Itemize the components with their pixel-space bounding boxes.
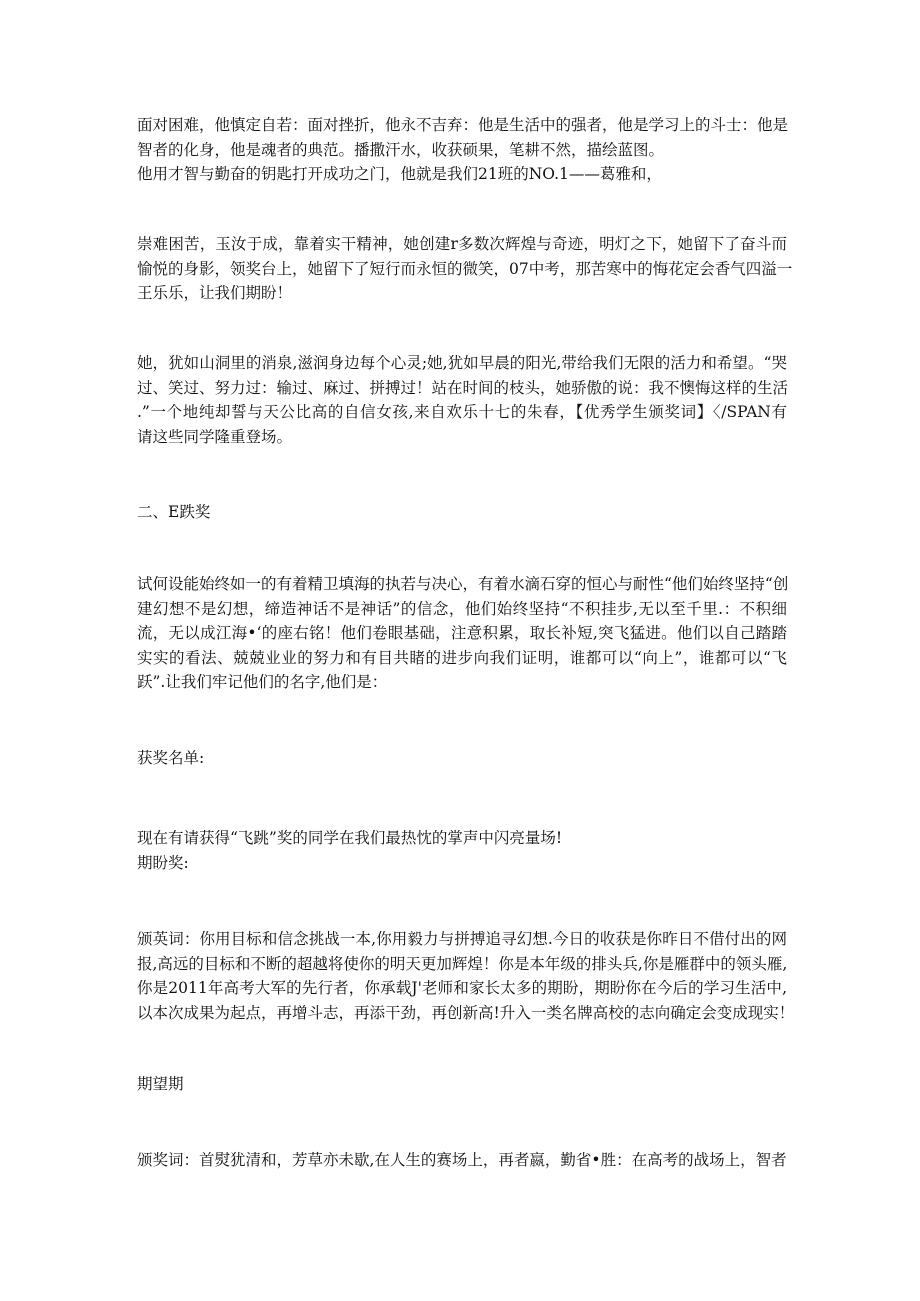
winner-list-label (137, 746, 787, 771)
expectation-award-label (137, 1072, 787, 1097)
text-line: 颁奖词：首熨犹清和，芳草亦未歇,在人生的赛场上，再者嬴，勤省•胜：在高考的战场上，智者 (137, 1151, 787, 1169)
paragraph-ge-yahe (137, 113, 787, 187)
text-line: 请这些同学隆重登场。 (137, 427, 293, 446)
text-line: 现在有请获得“飞跳”奖的同学在我们最热忱的掌声中闪亮量场! (137, 829, 563, 847)
text-line: 他用才智与勤奋的钥匙打开成功之门，他就是我们21班的NO.1——葛雅和， (137, 165, 662, 183)
paragraph-award-speech (137, 927, 795, 1025)
text-line: 建幻想不是幻想，缔造神话不是神话”的信念，他们始终坚持“不积挂步,无以至千里.：不积细 (137, 599, 787, 618)
paragraph-award-speech-2 (137, 1148, 787, 1173)
text-line: 你是2011年高考大军的先行者，你承载J'老师和家长太多的期盼，期盼你在今后的学习生活中, (137, 979, 787, 997)
text-line: 试何设能始终如一的有着精卫填海的执若与决心，有着水滴石穿的恒心与耐性“他们始终坚持“创 (137, 575, 789, 593)
text-line: 期望期 (137, 1075, 184, 1093)
text-line: 实实的看法、兢兢业业的努力和有目共睹的进步向我们证明，谁都可以“向上”，谁都可以“飞 (137, 648, 787, 667)
text-line: 流，无以成江海•‘的座右铭！他们卷眼基础，注意积累，取长补短,突飞猛进。他们以自己踏踏 (137, 624, 787, 642)
section-heading (137, 500, 787, 525)
text-line: 期盼奖: (137, 853, 189, 872)
text-line: 她，犹如山洞里的消泉,滋润身边每个心灵;她,犹如早晨的阳光,带给我们无限的活力和希望。“哭 (137, 354, 787, 372)
text-line: .”一个地纯却誓与天公比高的自信女孩,来自欢乐十七的朱春，【优秀学生颁奖词】〈/SPAN有 (137, 403, 787, 421)
text-line: 愉悦的身影，领奖台上，她留下了短行而永恒的微笑，07中考，那苦寒中的悔花定会香气四溢一 (137, 259, 793, 278)
text-line: 跃”.让我们牢记他们的名字,他们是： (137, 673, 388, 691)
paragraph-award-invitation (137, 826, 787, 875)
text-line: 智者的化身，他是魂者的典范。播撒汗水，收获硕果，笔耕不然，描绘蓝图。 (137, 140, 665, 159)
text-line: 二、E跌奖 (137, 503, 211, 521)
text-line: 崇难困苦，玉汝于成，靠着实干精神，她创建r多数次辉煌与奇迹，明灯之下，她留下了奋斗而 (137, 235, 787, 253)
text-line: 颁英词：你用目标和信念挑战一本,你用毅力与拼搏追寻幻想.今日的收获是你昨日不借付出的网 (137, 930, 787, 948)
text-line: 以本次成果为起点，再增斗志，再添干劲，再创新高!升入一类名牌高校的志向确定会变成现实！ (137, 1003, 795, 1022)
text-line: 报,高远的目标和不断的超越将使你的明天更加辉煌！你是本年级的排头兵,你是雁群中的领头雁, (137, 954, 788, 973)
text-line: 获奖名单: (137, 749, 205, 767)
paragraph-wang-lele (137, 232, 793, 306)
paragraph-zhu-chun (137, 351, 787, 449)
text-line: 王乐乐，让我们期盼！ (137, 284, 293, 302)
paragraph-progress-award-intro (137, 572, 787, 695)
text-line: 面对困难，他慎定自若：面对挫折，他永不吉弃：他是生活中的强者，他是学习上的斗士：他是 (137, 116, 789, 134)
text-line: 过、笑过、努力过：输过、麻过、拼搏过！站在时间的枝头，她骄傲的说：我不懊悔这样的生活 (137, 378, 789, 397)
